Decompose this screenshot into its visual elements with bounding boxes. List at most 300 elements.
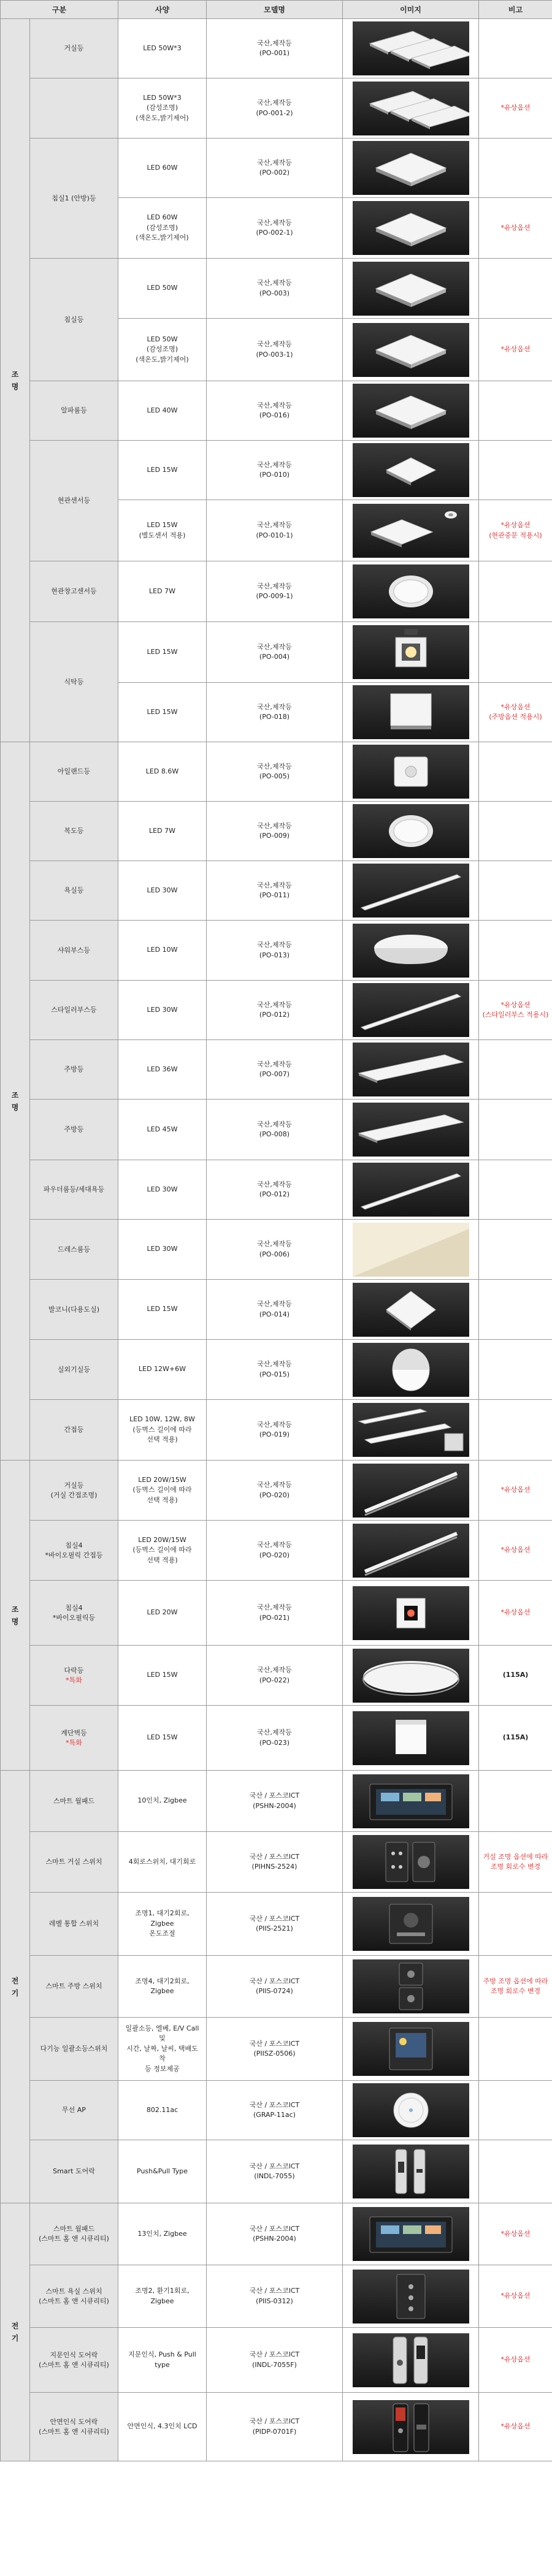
spec-text: LED 50W*3 (감성조명) (색온도,밝기제어) (136, 93, 189, 122)
model-origin: 국산 / 포스코ICT (249, 2287, 300, 2295)
model-code: (PO-013) (259, 951, 290, 959)
model-origin: 국산,제작등 (257, 1300, 292, 1308)
spec-cell (118, 1461, 207, 1521)
item-name-cell (30, 2265, 118, 2328)
item-name-cell (30, 1956, 118, 2018)
item-name: 주방등 (64, 1065, 84, 1074)
table-row (1, 1956, 552, 2018)
table-row (1, 441, 552, 500)
note-cell (479, 622, 552, 683)
spec-text: 4회로스위치, 대기회로 (128, 1857, 196, 1866)
spec-text: 조명1, 대기2회로, Zigbee 온도조절 (135, 1909, 190, 1938)
note-cell (479, 1040, 552, 1100)
spec-cell (118, 441, 207, 500)
note-cell (479, 1956, 552, 2018)
square-ceiling-light-icon (353, 685, 469, 739)
item-name-cell (30, 2140, 118, 2203)
model-origin: 국산,제작등 (257, 521, 292, 529)
category-cell (1, 19, 30, 742)
item-name: 다기능 일괄소등스위치 (40, 2045, 108, 2053)
note-cell (479, 1771, 552, 1832)
model-cell (207, 981, 343, 1040)
note-cell (479, 2328, 552, 2393)
square-flat-panel-light-icon (353, 323, 469, 377)
item-name-cell (30, 1280, 118, 1340)
kitchen-switch-icon (353, 1959, 469, 2013)
note-cell (479, 683, 552, 742)
item-name: 스마트 거실 스위치 (45, 1858, 102, 1866)
model-cell (207, 1646, 343, 1706)
category-label: 조명 (11, 370, 19, 391)
item-name-cell (30, 742, 118, 802)
model-code: (PIIS-0724) (256, 1987, 293, 1995)
spec-cell (118, 78, 207, 139)
note-cell (479, 381, 552, 441)
model-cell (207, 1521, 343, 1581)
item-name-cell (30, 1160, 118, 1220)
spec-text: LED 30W (147, 1245, 178, 1253)
category-cell (1, 1461, 30, 1771)
table-row (1, 78, 552, 139)
model-cell (207, 1340, 343, 1400)
table-row (1, 1771, 552, 1832)
model-cell (207, 1956, 343, 2018)
multi-function-switch-icon (353, 2022, 469, 2076)
image-cell (343, 1706, 479, 1771)
table-row (1, 1706, 552, 1771)
image-cell (343, 921, 479, 981)
spec-text: LED 30W (147, 1185, 178, 1193)
model-code: (PO-012) (259, 1190, 290, 1198)
table-row (1, 981, 552, 1040)
spec-text: LED 30W (147, 886, 178, 894)
category-cell (1, 1771, 30, 2203)
spec-cell (118, 861, 207, 921)
model-origin: 국산,제작등 (257, 340, 292, 348)
model-cell (207, 1706, 343, 1771)
item-name: 파우더룸등/세대욕등 (43, 1185, 105, 1194)
image-cell (343, 2393, 479, 2461)
model-cell (207, 1280, 343, 1340)
triple-flat-panel-light-icon (353, 21, 469, 75)
spec-cell (118, 381, 207, 441)
image-cell (343, 259, 479, 319)
table-row (1, 861, 552, 921)
square-recessed-downlight-icon (353, 625, 469, 679)
note-cell (479, 1893, 552, 1956)
image-cell (343, 381, 479, 441)
image-cell (343, 1160, 479, 1220)
spec-text: LED 15W (147, 707, 178, 716)
item-name-cell (30, 139, 118, 259)
square-flat-panel-light-icon (353, 384, 469, 438)
item-name-cell (30, 381, 118, 441)
model-code: (INDL-7055F) (252, 2360, 297, 2369)
table-row (1, 2328, 552, 2393)
note-cell (479, 2265, 552, 2328)
item-name: 침실등 (64, 315, 84, 324)
category-label: 조명 (11, 1090, 19, 1112)
model-cell (207, 2203, 343, 2265)
model-cell (207, 2018, 343, 2081)
spec-cell (118, 2328, 207, 2393)
linear-indirect-light-icon (353, 1464, 469, 1518)
model-cell (207, 1160, 343, 1220)
image-cell (343, 622, 479, 683)
spec-cell (118, 1581, 207, 1646)
image-cell (343, 1220, 479, 1280)
item-name: 현관센서등 (57, 496, 91, 505)
linear-light-bar-icon (353, 864, 469, 918)
table-row (1, 1220, 552, 1280)
item-name-cell (30, 2393, 118, 2461)
model-code: (PO-003) (259, 289, 290, 297)
note-cell (479, 1521, 552, 1581)
model-origin: 국산 / 포스코ICT (249, 1791, 300, 1799)
note-text: *유상옵션 (500, 2229, 531, 2238)
note-cell (479, 19, 552, 78)
model-origin: 국산 / 포스코ICT (249, 2417, 300, 2425)
item-name-cell (30, 1100, 118, 1160)
model-cell (207, 500, 343, 561)
model-code: (PO-008) (259, 1130, 290, 1138)
note-cell (479, 742, 552, 802)
model-origin: 국산,제작등 (257, 401, 292, 409)
wireless-ap-icon (353, 2083, 469, 2137)
image-cell (343, 78, 479, 139)
spec-cell (118, 1771, 207, 1832)
table-row (1, 2140, 552, 2203)
spec-text: LED 20W/15W (등벽스 길이에 따라 선택 적용) (132, 1475, 192, 1504)
note-cell (479, 1100, 552, 1160)
item-name-cell (30, 1832, 118, 1893)
model-cell (207, 1893, 343, 1956)
model-origin: 국산,제작등 (257, 1541, 292, 1549)
image-cell (343, 1521, 479, 1581)
model-origin: 국산,제작등 (257, 582, 292, 590)
table-row (1, 802, 552, 861)
spec-cell (118, 500, 207, 561)
model-origin: 국산 / 포스코ICT (249, 2162, 300, 2170)
item-name-cell (30, 2081, 118, 2140)
note-text: (115A) (502, 1671, 529, 1679)
image-cell (343, 683, 479, 742)
model-code: (PO-019) (259, 1430, 290, 1438)
round-downlight-icon (353, 804, 469, 858)
table-row (1, 1521, 552, 1581)
table-row (1, 622, 552, 683)
model-code: (PO-020) (259, 1491, 290, 1499)
linear-light-bar-icon (353, 1163, 469, 1217)
item-name: 식탁등 (64, 677, 84, 686)
spec-cell (118, 2018, 207, 2081)
image-cell (343, 19, 479, 78)
model-cell (207, 259, 343, 319)
item-name: 계단벽등 (61, 1728, 87, 1737)
spec-text: 조명4, 대기2회로, Zigbee (135, 1977, 190, 1995)
spec-text: LED 40W (147, 406, 178, 414)
linear-indirect-light-icon (353, 1524, 469, 1578)
item-name: 무선 AP (62, 2106, 86, 2114)
model-code: (PO-015) (259, 1370, 290, 1378)
note-cell (479, 1461, 552, 1521)
stair-wall-light-icon (353, 1711, 469, 1765)
category-label: 전기 (11, 2322, 19, 2342)
model-cell (207, 1400, 343, 1461)
note-cell (479, 1400, 552, 1461)
item-name: 스마트 월패드 (53, 1796, 95, 1805)
table-row (1, 19, 552, 78)
item-name: 간접등 (64, 1426, 84, 1434)
item-name: 레벨 통합 스위치 (48, 1920, 99, 1928)
spec-cell (118, 259, 207, 319)
spec-text: 10인치, Zigbee (137, 1796, 187, 1805)
category-cell (1, 2203, 30, 2461)
note-cell (479, 139, 552, 198)
table-row (1, 921, 552, 981)
item-name: 샤워부스등 (57, 946, 91, 954)
item-name: 다락등 (64, 1666, 84, 1674)
item-name-cell (30, 441, 118, 561)
spec-cell (118, 921, 207, 981)
table-row (1, 1340, 552, 1400)
image-cell (343, 319, 479, 381)
fingerprint-doorlock-icon (353, 2333, 469, 2387)
spec-text: LED 45W (147, 1125, 178, 1133)
item-name-cell (30, 1771, 118, 1832)
smart-living-switch-icon (353, 1835, 469, 1889)
model-code: (INDL-7055) (254, 2172, 295, 2180)
note-cell (479, 1340, 552, 1400)
note-cell (479, 2393, 552, 2461)
note-text: 주방 조명 옵션에 따라 조명 회로수 변경 (483, 1977, 548, 1995)
spec-text: LED 60W (감성조명) (색온도,밝기제어) (136, 213, 189, 242)
model-code: (GRAP-11ac) (253, 2111, 296, 2119)
header-category: 구분 (1, 1, 118, 19)
model-code: (PO-005) (259, 772, 290, 780)
table-row (1, 1400, 552, 1461)
item-name-cell (30, 1220, 118, 1280)
model-cell (207, 1771, 343, 1832)
item-name: 스마트 월패드 (스마트 홈 앤 시큐리티) (39, 2225, 109, 2243)
item-name-cell (30, 1893, 118, 1956)
table-row (1, 1100, 552, 1160)
spec-cell (118, 1160, 207, 1220)
model-origin: 국산 / 포스코ICT (249, 2100, 300, 2109)
table-row (1, 259, 552, 319)
model-code: (PO-002) (259, 169, 290, 177)
item-name: 아일랜드등 (57, 767, 91, 776)
model-origin: 국산,제작등 (257, 941, 292, 949)
item-name: 실외기실등 (57, 1365, 91, 1373)
category-label: 조명 (11, 1605, 19, 1626)
note-cell (479, 1832, 552, 1893)
model-cell (207, 319, 343, 381)
spec-cell (118, 1893, 207, 1956)
image-cell (343, 198, 479, 259)
item-name: 주방등 (64, 1125, 84, 1134)
note-cell (479, 2203, 552, 2265)
spec-text: LED 10W, 12W, 8W (등벽스 길이에 따라 선택 적용) (129, 1415, 195, 1444)
table-row (1, 1832, 552, 1893)
note-text: (115A) (502, 1733, 529, 1742)
linear-light-bar-icon (353, 983, 469, 1037)
spec-text: LED 50W*3 (143, 44, 182, 52)
model-code: (PO-023) (259, 1738, 290, 1747)
model-code: (PO-016) (259, 411, 290, 419)
panel-light-with-sensor-icon (353, 504, 469, 558)
category-label: 전기 (11, 1976, 19, 1997)
item-name-cell (30, 1400, 118, 1461)
item-name-cell (30, 622, 118, 742)
long-panel-light-icon (353, 1103, 469, 1157)
table-row (1, 1280, 552, 1340)
small-square-panel-light-icon (353, 443, 469, 497)
model-cell (207, 622, 343, 683)
spec-cell (118, 1280, 207, 1340)
spec-text: LED 36W (147, 1065, 178, 1073)
model-code: (PIDP-0701F) (252, 2427, 297, 2436)
note-cell (479, 319, 552, 381)
item-name-cell (30, 259, 118, 381)
note-cell (479, 500, 552, 561)
long-panel-light-icon (353, 1043, 469, 1096)
model-cell (207, 2081, 343, 2140)
model-cell (207, 1040, 343, 1100)
model-code: (PO-011) (259, 891, 290, 899)
model-code: (PO-002-1) (256, 229, 293, 237)
spec-cell (118, 139, 207, 198)
model-cell (207, 1100, 343, 1160)
model-cell (207, 198, 343, 259)
item-name-cell (30, 1521, 118, 1581)
model-cell (207, 1220, 343, 1280)
item-name: 침실1 (안방)등 (52, 194, 96, 202)
image-cell (343, 2203, 479, 2265)
model-cell (207, 802, 343, 861)
special-tag: *특화 (66, 1738, 82, 1747)
spec-cell (118, 2265, 207, 2328)
model-code: (PO-010) (259, 471, 290, 479)
model-origin: 국산 / 포스코ICT (249, 2350, 300, 2358)
spec-text: Push&Pull Type (137, 2167, 188, 2175)
model-code: (PO-018) (259, 713, 290, 721)
spec-text: LED 10W (147, 946, 178, 954)
model-code: (PO-010-1) (256, 531, 293, 539)
spec-cell (118, 1706, 207, 1771)
spec-cell (118, 981, 207, 1040)
face-recognition-doorlock-icon (353, 2400, 469, 2454)
spec-text: LED 15W (별도센서 적용) (139, 521, 186, 539)
model-cell (207, 19, 343, 78)
spec-cell (118, 2081, 207, 2140)
note-cell (479, 78, 552, 139)
model-code: (PO-007) (259, 1070, 290, 1078)
spec-text: LED 7W (149, 826, 175, 835)
spec-cell (118, 319, 207, 381)
spec-text: LED 50W (감성조명) (색온도,밝기제어) (136, 335, 189, 363)
model-origin: 국산,제작등 (257, 279, 292, 287)
model-origin: 국산,제작등 (257, 218, 292, 227)
spec-cell (118, 1521, 207, 1581)
model-origin: 국산,제작등 (257, 1603, 292, 1611)
model-origin: 국산,제작등 (257, 642, 292, 651)
model-code: (PIIS-0312) (256, 2297, 293, 2305)
model-cell (207, 683, 343, 742)
spec-text: LED 15W (147, 647, 178, 656)
note-text: *유상옵션 (500, 223, 531, 232)
spec-text: LED 30W (147, 1005, 178, 1014)
table-row (1, 139, 552, 198)
model-code: (PO-012) (259, 1011, 290, 1019)
image-cell (343, 1100, 479, 1160)
model-origin: 국산,제작등 (257, 1481, 292, 1489)
note-cell (479, 1581, 552, 1646)
model-origin: 국산,제작등 (257, 702, 292, 711)
note-text: *유상옵션 (현관중문 적용시) (489, 521, 542, 539)
model-code: (PO-020) (259, 1551, 290, 1559)
image-cell (343, 1280, 479, 1340)
biophilic-panel-icon (353, 1586, 469, 1640)
round-flat-ceiling-light-icon (353, 1649, 469, 1703)
item-name-cell (30, 1706, 118, 1771)
note-text: *유상옵션 (500, 1486, 531, 1494)
model-origin: 국산,제작등 (257, 99, 292, 107)
square-flat-panel-light-icon (353, 262, 469, 316)
image-cell (343, 1832, 479, 1893)
special-tag: *특화 (66, 1676, 82, 1684)
model-origin: 국산 / 포스코ICT (249, 1852, 300, 1861)
model-cell (207, 1832, 343, 1893)
spec-cell (118, 561, 207, 622)
image-cell (343, 1040, 479, 1100)
note-text: *유상옵션 (스타일러부스 적용시) (482, 1000, 549, 1019)
model-code: (PO-009-1) (256, 592, 293, 600)
item-name-cell (30, 561, 118, 622)
model-origin: 국산,제작등 (257, 1120, 292, 1128)
model-code: (PIIS-2521) (256, 1924, 293, 1932)
image-cell (343, 561, 479, 622)
item-name-cell (30, 861, 118, 921)
table-row (1, 1160, 552, 1220)
image-cell (343, 2265, 479, 2328)
spec-cell (118, 1340, 207, 1400)
model-code: (PO-003-1) (256, 350, 293, 359)
image-cell (343, 1581, 479, 1646)
model-cell (207, 921, 343, 981)
item-name-cell (30, 1646, 118, 1706)
spec-cell (118, 2203, 207, 2265)
item-name: 발코니(다용도실) (48, 1305, 99, 1313)
model-code: (PIHNS-2524) (251, 1863, 297, 1871)
note-text: *유상옵션 (500, 1546, 531, 1554)
image-cell (343, 139, 479, 198)
spec-cell (118, 1100, 207, 1160)
model-cell (207, 78, 343, 139)
image-cell (343, 1893, 479, 1956)
triple-flat-panel-light-icon (353, 82, 469, 135)
model-cell (207, 2265, 343, 2328)
image-cell (343, 1400, 479, 1461)
model-cell (207, 2140, 343, 2203)
small-square-downlight-icon (353, 745, 469, 799)
smart-wallpad-icon (353, 1774, 469, 1828)
item-name: 침실4 *바이오필릭 간접등 (45, 1541, 103, 1559)
note-cell (479, 561, 552, 622)
item-name-cell (30, 921, 118, 981)
note-cell (479, 2140, 552, 2203)
model-origin: 국산 / 포스코ICT (249, 2039, 300, 2048)
